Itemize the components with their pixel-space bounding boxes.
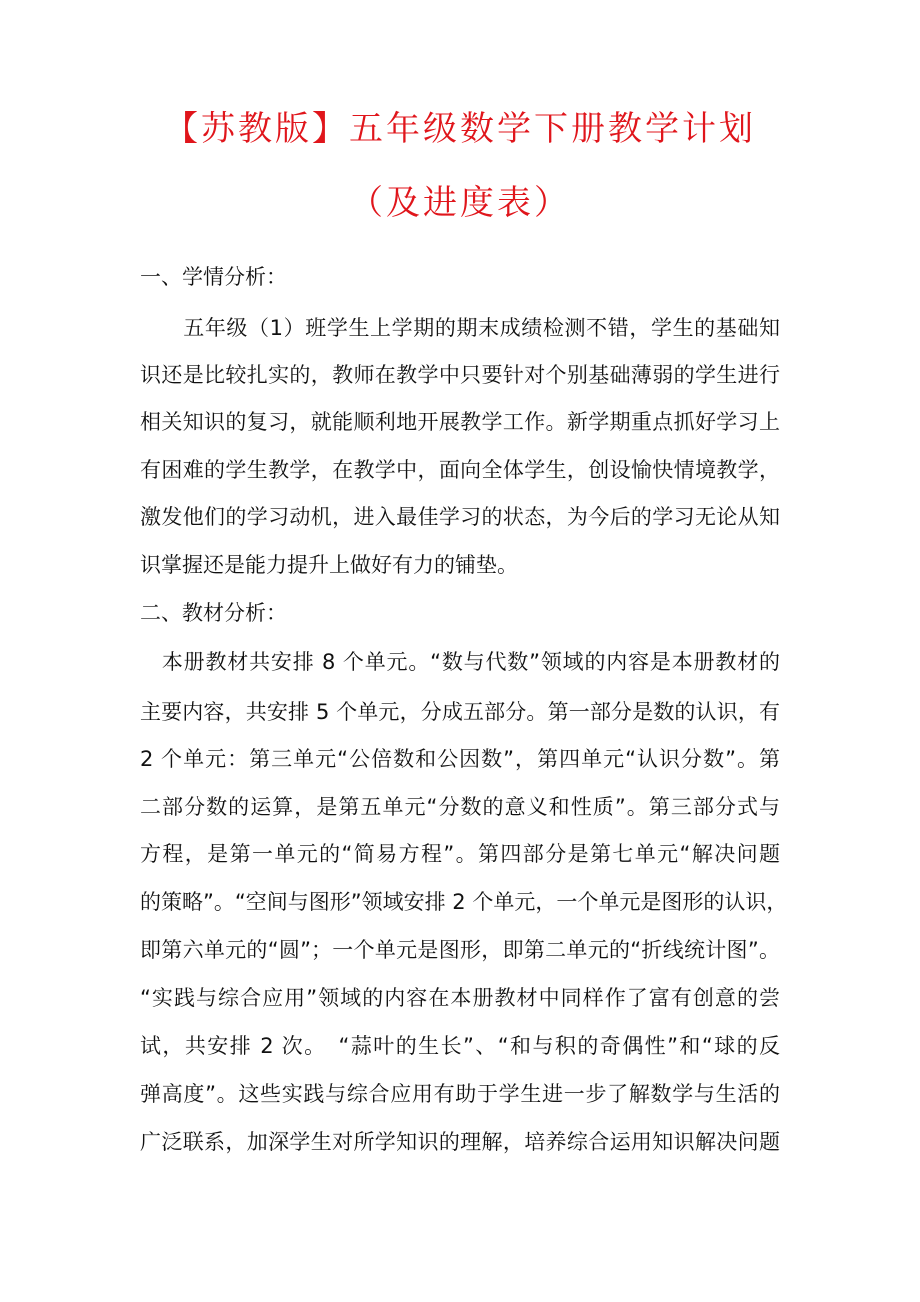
paragraph-line: 相关知识的复习，就能顺利地开展教学工作。新学期重点抓好学习上 <box>140 410 780 434</box>
paragraph-line: 方程，是第一单元的“简易方程”。第四部分是第七单元“解决问题 <box>140 842 780 866</box>
section-heading-student-analysis: 一、学情分析： <box>140 265 287 289</box>
paragraph-line: 本册教材共安排 8 个单元。“数与代数”领域的内容是本册教材的 <box>140 650 780 674</box>
paragraph-line: “实践与综合应用”领域的内容在本册教材中同样作了富有创意的尝 <box>140 986 780 1010</box>
document-subtitle: （及进度表） <box>349 183 571 223</box>
section-heading-textbook-analysis: 二、教材分析： <box>140 601 287 625</box>
paragraph-line: 识还是比较扎实的，教师在教学中只要针对个别基础薄弱的学生进行 <box>140 363 780 387</box>
paragraph-line: 激发他们的学习动机，进入最佳学习的状态，为今后的学习无论从知 <box>140 505 780 529</box>
paragraph-line: 2 个单元：第三单元“公倍数和公因数”，第四单元“认识分数”。第 <box>140 747 780 771</box>
paragraph-line: 有困难的学生教学，在教学中，面向全体学生，创设愉快情境教学， <box>140 458 780 482</box>
document-title: 【苏教版】五年级数学下册教学计划 <box>164 109 756 149</box>
paragraph-line: 识掌握还是能力提升上做好有力的铺垫。 <box>140 553 518 577</box>
paragraph-line: 五年级（1）班学生上学期的期末成绩检测不错，学生的基础知 <box>140 316 780 340</box>
paragraph-line: 即第六单元的“圆”；一个单元是图形，即第二单元的“折线统计图”。 <box>140 938 780 962</box>
paragraph-line: 二部分数的运算，是第五单元“分数的意义和性质”。第三部分式与 <box>140 795 780 819</box>
paragraph-line: 广泛联系，加深学生对所学知识的理解，培养综合运用知识解决问题 <box>140 1130 780 1154</box>
paragraph-line: 主要内容，共安排 5 个单元，分成五部分。第一部分是数的认识，有 <box>140 700 780 724</box>
paragraph-line: 弹高度”。这些实践与综合应用有助于学生进一步了解数学与生活的 <box>140 1082 780 1106</box>
paragraph-line: 的策略”。“空间与图形”领域安排 2 个单元，一个单元是图形的认识， <box>140 890 788 914</box>
paragraph-line: 试，共安排 2 次。 “蒜叶的生长”、“和与积的奇偶性”和“球的反 <box>140 1034 780 1058</box>
